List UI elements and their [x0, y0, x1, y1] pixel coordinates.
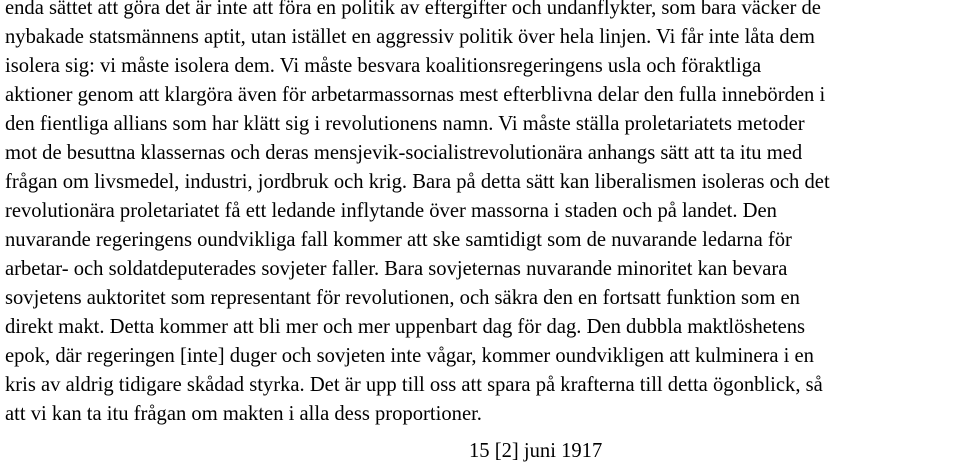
text-line: mot de besuttna klassernas och deras mensjevik-socialistrevolutionära anhangs sätt att ta itu med — [5, 142, 803, 164]
text-line: nybakade statsmännens aptit, utan istället en aggressiv politik över hela linjen. Vi får inte låta dem — [5, 26, 815, 48]
text-line: enda sättet att göra det är inte att föra en politik av eftergifter och undanflykter, som bara väcker de — [5, 0, 821, 19]
text-line: sovjetens auktoritet som representant för revolutionen, och säkra den en fortsatt funktion som en — [5, 287, 800, 309]
text-line: frågan om livsmedel, industri, jordbruk och krig. Bara på detta sätt kan liberalismen isoleras och det — [5, 171, 830, 193]
text-line: epok, där regeringen [inte] duger och sovjeten inte vågar, kommer oundvikligen att kulminera i en — [5, 345, 814, 367]
text-line: isolera sig: vi måste isolera dem. Vi måste besvara koalitionsregeringens usla och föraktliga — [5, 55, 762, 77]
text-line: den fientliga allians som har klätt sig i revolutionens namn. Vi måste ställa proletariatets metoder — [5, 113, 805, 135]
text-line: nuvarande regeringens oundvikliga fall kommer att ske samtidigt som de nuvarande ledarna för — [5, 229, 792, 251]
text-line: direkt makt. Detta kommer att bli mer och mer uppenbart dag för dag. Den dubbla maktlöshetens — [5, 316, 806, 338]
document-date: 15 [2] juni 1917 — [469, 440, 603, 462]
text-line: aktioner genom att klargöra även för arbetarmassornas mest efterblivna delar den fulla innebörden i — [5, 84, 826, 106]
text-line: kris av aldrig tidigare skådad styrka. Det är upp till oss att spara på krafterna till detta ögonblick, så — [5, 374, 823, 396]
text-line: att vi kan ta itu frågan om makten i alla dess proportioner. — [5, 403, 482, 425]
text-line: revolutionära proletariatet få ett ledande inflytande över massorna i staden och på landet. Den — [5, 200, 777, 222]
text-line: arbetar- och soldatdeputerades sovjeter faller. Bara sovjeternas nuvarande minoritet kan bevara — [5, 258, 788, 280]
